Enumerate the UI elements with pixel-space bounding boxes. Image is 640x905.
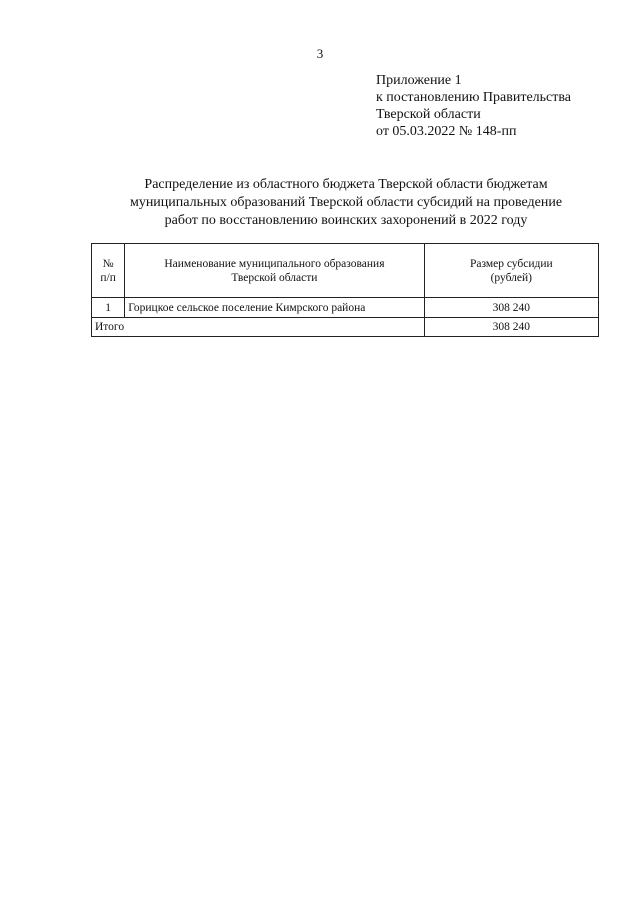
appendix-line: Приложение 1	[376, 73, 462, 88]
title-line: работ по восстановлению воинских захоронений в 2022 году	[164, 213, 528, 228]
header-number-line: №	[102, 257, 114, 270]
total-amount: 308 240	[424, 318, 598, 337]
row-number: 1	[92, 298, 125, 318]
title-line: Распределение из областного бюджета Тверской области бюджетам	[144, 177, 548, 192]
header-municipality-line: Тверской области	[231, 271, 318, 284]
appendix-line: Тверской области	[376, 107, 481, 122]
header-municipality-line: Наименование муниципального образования	[164, 257, 385, 270]
appendix-line: к постановлению Правительства	[376, 90, 572, 105]
header-amount-line: (рублей)	[490, 271, 533, 284]
header-amount	[424, 244, 598, 298]
appendix-line: от 05.03.2022 № 148-пп	[376, 124, 517, 139]
table-header-row	[92, 244, 599, 298]
row-amount: 308 240	[424, 298, 598, 318]
title-line: муниципальных образований Тверской области субсидий на проведение	[129, 195, 563, 210]
total-row	[92, 318, 599, 337]
document-title	[90, 176, 602, 230]
header-number	[92, 244, 125, 298]
header-number-line: п/п	[100, 271, 116, 284]
header-amount-line: Размер субсидии	[469, 257, 553, 270]
appendix-reference	[376, 72, 571, 140]
row-municipality: Горицкое сельское поселение Кимрского района	[125, 298, 424, 318]
subsidy-table	[91, 243, 599, 337]
page-number: 3	[316, 46, 324, 61]
table-row	[92, 298, 599, 318]
header-municipality	[125, 244, 424, 298]
total-label: Итого	[92, 318, 425, 337]
